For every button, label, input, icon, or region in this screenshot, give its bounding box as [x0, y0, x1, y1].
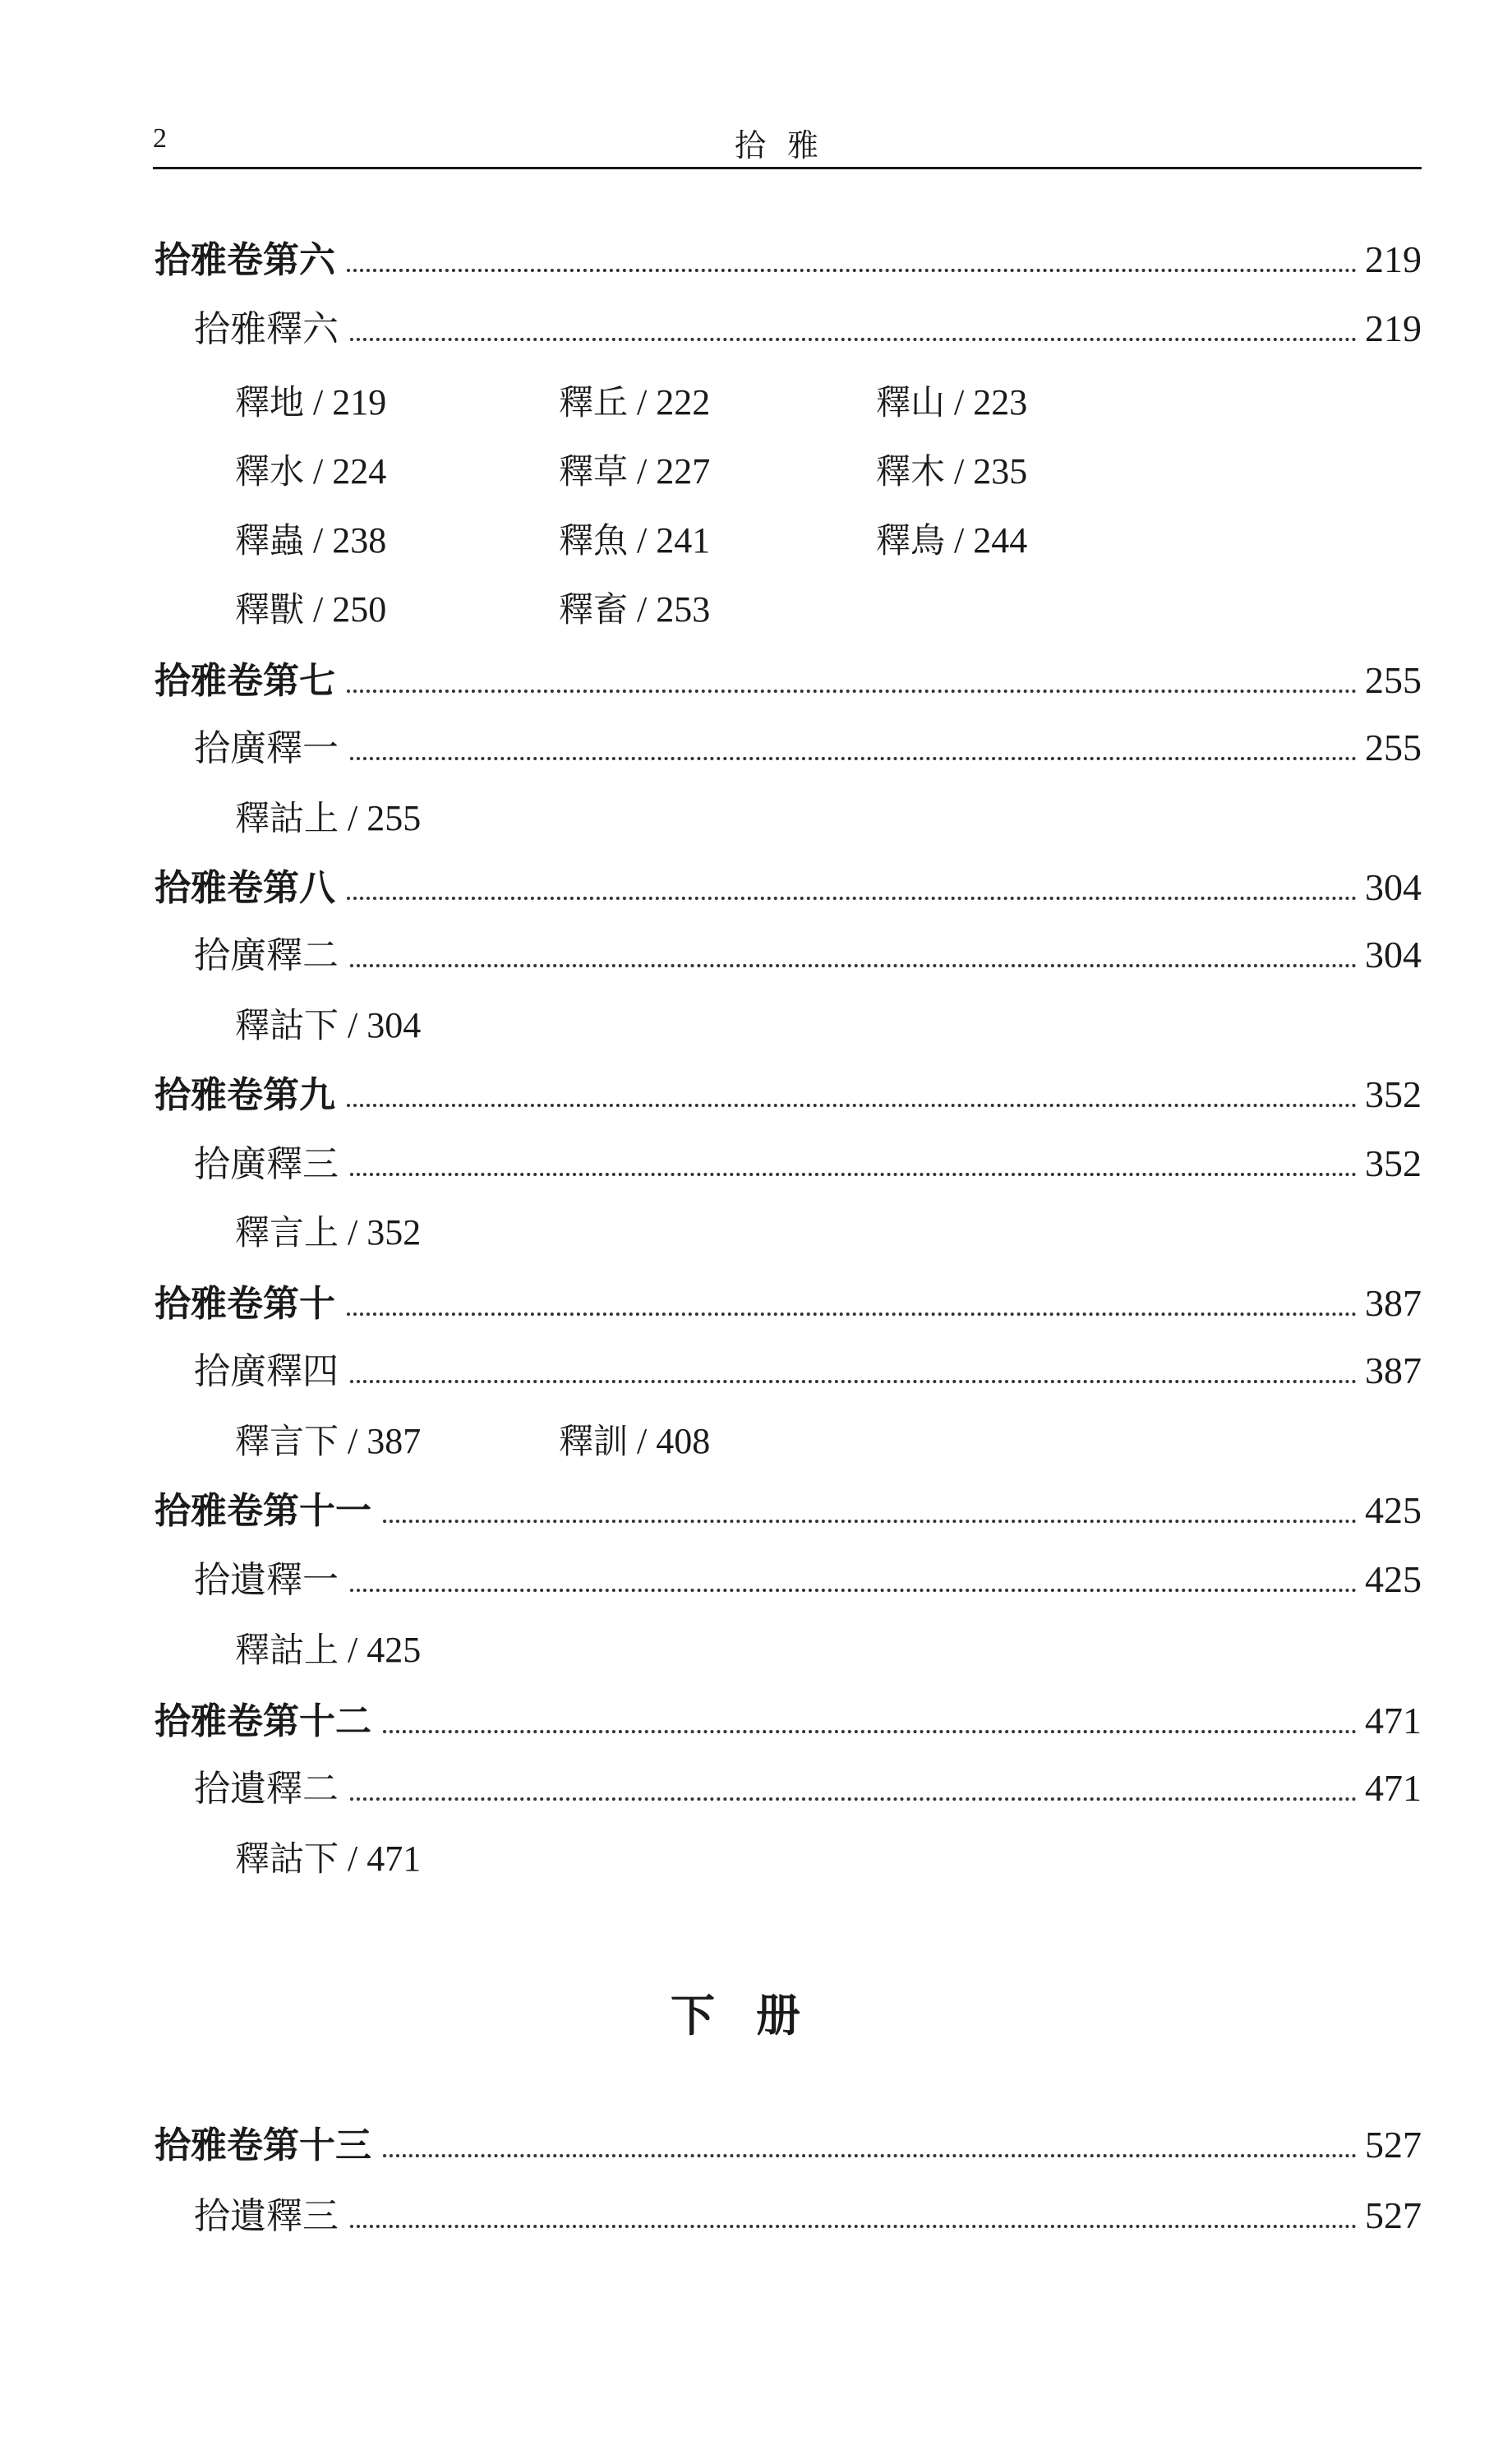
page-number: 2 — [153, 123, 167, 154]
subentry-separator: / — [945, 520, 974, 561]
subentry-page: 250 — [332, 589, 387, 630]
subentry-title: 釋獸 — [235, 589, 305, 630]
toc-entry-volume[interactable] — [154, 237, 1422, 284]
entry-page: 304 — [1365, 934, 1422, 976]
entry-title: 拾雅卷第十三 — [154, 2125, 371, 2166]
entry-page: 219 — [1365, 307, 1422, 349]
subentry-separator: / — [304, 589, 333, 630]
subentry-title: 釋言下 — [235, 1421, 339, 1461]
entry-title: 拾遺釋二 — [194, 1768, 339, 1810]
header-rule — [153, 167, 1422, 169]
subentry-page: 224 — [332, 451, 387, 491]
subentry-separator: / — [628, 589, 657, 630]
subentry-title: 釋丘 — [559, 382, 629, 422]
toc-subentry[interactable] — [235, 1210, 421, 1256]
toc-subentry[interactable] — [235, 1627, 421, 1673]
toc-entry-volume[interactable] — [154, 1280, 1422, 1327]
entry-page: 387 — [1365, 1282, 1422, 1324]
entry-title: 拾廣釋一 — [194, 727, 339, 769]
subentry-title: 釋畜 — [559, 589, 629, 630]
entry-title: 拾遺釋一 — [194, 1559, 339, 1601]
entry-page: 255 — [1365, 659, 1422, 701]
entry-title: 拾廣釋三 — [194, 1143, 339, 1185]
subentry-page: 304 — [366, 1005, 422, 1045]
subentry-page: 227 — [656, 451, 711, 491]
entry-title: 拾雅卷第十一 — [154, 1490, 371, 1532]
subentry-title: 釋鳥 — [876, 520, 946, 561]
subentry-separator: / — [628, 1421, 657, 1461]
subentry-separator: / — [339, 1005, 367, 1045]
subentry-title: 釋地 — [235, 382, 305, 422]
dot-leader — [350, 338, 1357, 341]
toc-entry-volume[interactable] — [154, 1698, 1422, 1745]
entry-page: 471 — [1365, 1700, 1422, 1742]
subentry-title: 釋蟲 — [235, 520, 305, 561]
toc-subentry[interactable] — [235, 796, 421, 842]
subentry-separator: / — [628, 382, 657, 422]
toc-entry-volume[interactable] — [154, 657, 1422, 704]
toc-subentry[interactable] — [235, 1836, 421, 1882]
subentry-title: 釋訓 — [559, 1421, 629, 1461]
subentry-page: 425 — [366, 1630, 422, 1670]
entry-title: 拾雅卷第九 — [154, 1074, 335, 1116]
subentry-separator: / — [628, 520, 657, 561]
toc-subentry[interactable] — [235, 1003, 421, 1049]
subentry-separator: / — [339, 1838, 367, 1879]
toc-entry-section[interactable] — [194, 1557, 1422, 1603]
subentry-page: 219 — [332, 382, 387, 422]
entry-title: 拾廣釋二 — [194, 934, 339, 976]
subentry-separator: / — [945, 451, 974, 491]
toc-entry-volume[interactable] — [154, 1072, 1422, 1119]
entry-page: 387 — [1365, 1349, 1422, 1391]
subentry-separator: / — [339, 1212, 367, 1253]
entry-page: 527 — [1365, 2194, 1422, 2236]
subentry-title: 釋詁上 — [235, 798, 339, 838]
toc-entry-section[interactable] — [194, 306, 1422, 353]
entry-title: 拾雅卷第七 — [154, 660, 335, 702]
dot-leader — [383, 2154, 1357, 2157]
subentry-title: 釋山 — [876, 382, 946, 422]
subentry-title: 釋木 — [876, 451, 946, 491]
subentry-page: 238 — [332, 520, 387, 561]
entry-page: 352 — [1365, 1142, 1422, 1184]
book-title: 拾雅 — [734, 127, 840, 164]
toc-entry-section[interactable] — [194, 1141, 1422, 1188]
toc-subentry[interactable] — [559, 587, 710, 633]
entry-title: 拾雅卷第八 — [154, 867, 335, 909]
subentry-separator: / — [945, 382, 974, 422]
subentry-page: 223 — [973, 382, 1028, 422]
toc-entry-section[interactable] — [194, 932, 1422, 979]
toc-subentry[interactable] — [235, 1419, 421, 1465]
subentry-page: 241 — [656, 520, 711, 561]
subentry-separator: / — [339, 1421, 367, 1461]
entry-title: 拾遺釋三 — [194, 2195, 339, 2237]
dot-leader — [350, 1380, 1357, 1383]
entry-page: 425 — [1365, 1489, 1422, 1531]
dot-leader — [350, 757, 1357, 760]
entry-title: 拾雅卷第十二 — [154, 1700, 371, 1742]
toc-entry-section[interactable] — [194, 725, 1422, 772]
entry-page: 352 — [1365, 1073, 1422, 1115]
toc-entry-volume[interactable] — [154, 865, 1422, 911]
toc-subentry[interactable] — [876, 449, 1027, 495]
entry-page: 471 — [1365, 1767, 1422, 1809]
toc-subentry[interactable] — [235, 449, 386, 495]
dot-leader — [350, 1173, 1357, 1176]
subentry-title: 釋言上 — [235, 1212, 339, 1253]
entry-title: 拾廣釋四 — [194, 1350, 339, 1392]
entry-page: 255 — [1365, 727, 1422, 768]
toc-subentry[interactable] — [559, 449, 710, 495]
running-header — [153, 115, 1422, 164]
subentry-separator: / — [304, 382, 333, 422]
subentry-title: 釋詁下 — [235, 1005, 339, 1045]
subentry-page: 235 — [973, 451, 1028, 491]
subentry-page: 255 — [366, 798, 422, 838]
dot-leader — [347, 269, 1357, 272]
toc-entry-section[interactable] — [194, 1348, 1422, 1395]
toc-subentry[interactable] — [235, 587, 386, 633]
dot-leader — [350, 964, 1357, 967]
dot-leader — [350, 1797, 1357, 1801]
dot-leader — [347, 1313, 1357, 1316]
entry-title: 拾雅卷第十 — [154, 1283, 335, 1325]
dot-leader — [383, 1730, 1357, 1733]
entry-page: 304 — [1365, 866, 1422, 908]
toc-subentry[interactable] — [235, 518, 386, 564]
subentry-page: 222 — [656, 382, 711, 422]
toc-entry-volume[interactable] — [154, 2122, 1422, 2169]
toc-subentry[interactable] — [559, 1419, 710, 1465]
subentry-page: 244 — [973, 520, 1028, 561]
subentry-page: 352 — [366, 1212, 422, 1253]
subentry-separator: / — [339, 798, 367, 838]
dot-leader — [350, 2225, 1357, 2228]
toc-entry-section[interactable] — [194, 2193, 1422, 2240]
dot-leader — [383, 1520, 1357, 1523]
entry-page: 527 — [1365, 2124, 1422, 2166]
toc-subentry[interactable] — [235, 380, 386, 426]
subentry-page: 471 — [366, 1838, 422, 1879]
toc-entry-section[interactable] — [194, 1765, 1422, 1812]
dot-leader — [350, 1589, 1357, 1592]
subentry-title: 釋詁下 — [235, 1838, 339, 1879]
subentry-separator: / — [339, 1630, 367, 1670]
toc-subentry[interactable] — [559, 518, 710, 564]
subentry-page: 387 — [366, 1421, 422, 1461]
entry-page: 219 — [1365, 238, 1422, 280]
entry-title: 拾雅卷第六 — [154, 239, 335, 281]
subentry-separator: / — [304, 451, 333, 491]
toc-subentry[interactable] — [559, 380, 710, 426]
subentry-title: 釋詁上 — [235, 1630, 339, 1670]
subentry-page: 253 — [656, 589, 711, 630]
entry-page: 425 — [1365, 1558, 1422, 1600]
dot-leader — [347, 690, 1357, 693]
subentry-title: 釋魚 — [559, 520, 629, 561]
subentry-separator: / — [628, 451, 657, 491]
dot-leader — [347, 1104, 1357, 1107]
subentry-title: 釋水 — [235, 451, 305, 491]
dot-leader — [347, 897, 1357, 900]
toc-subentry[interactable] — [876, 518, 1027, 564]
toc-entry-volume[interactable] — [154, 1488, 1422, 1534]
subentry-page: 408 — [656, 1421, 711, 1461]
entry-title: 拾雅釋六 — [194, 308, 339, 350]
part-title: 下册 — [671, 1989, 841, 2041]
subentry-title: 釋草 — [559, 451, 629, 491]
toc-subentry[interactable] — [876, 380, 1027, 426]
subentry-separator: / — [304, 520, 333, 561]
